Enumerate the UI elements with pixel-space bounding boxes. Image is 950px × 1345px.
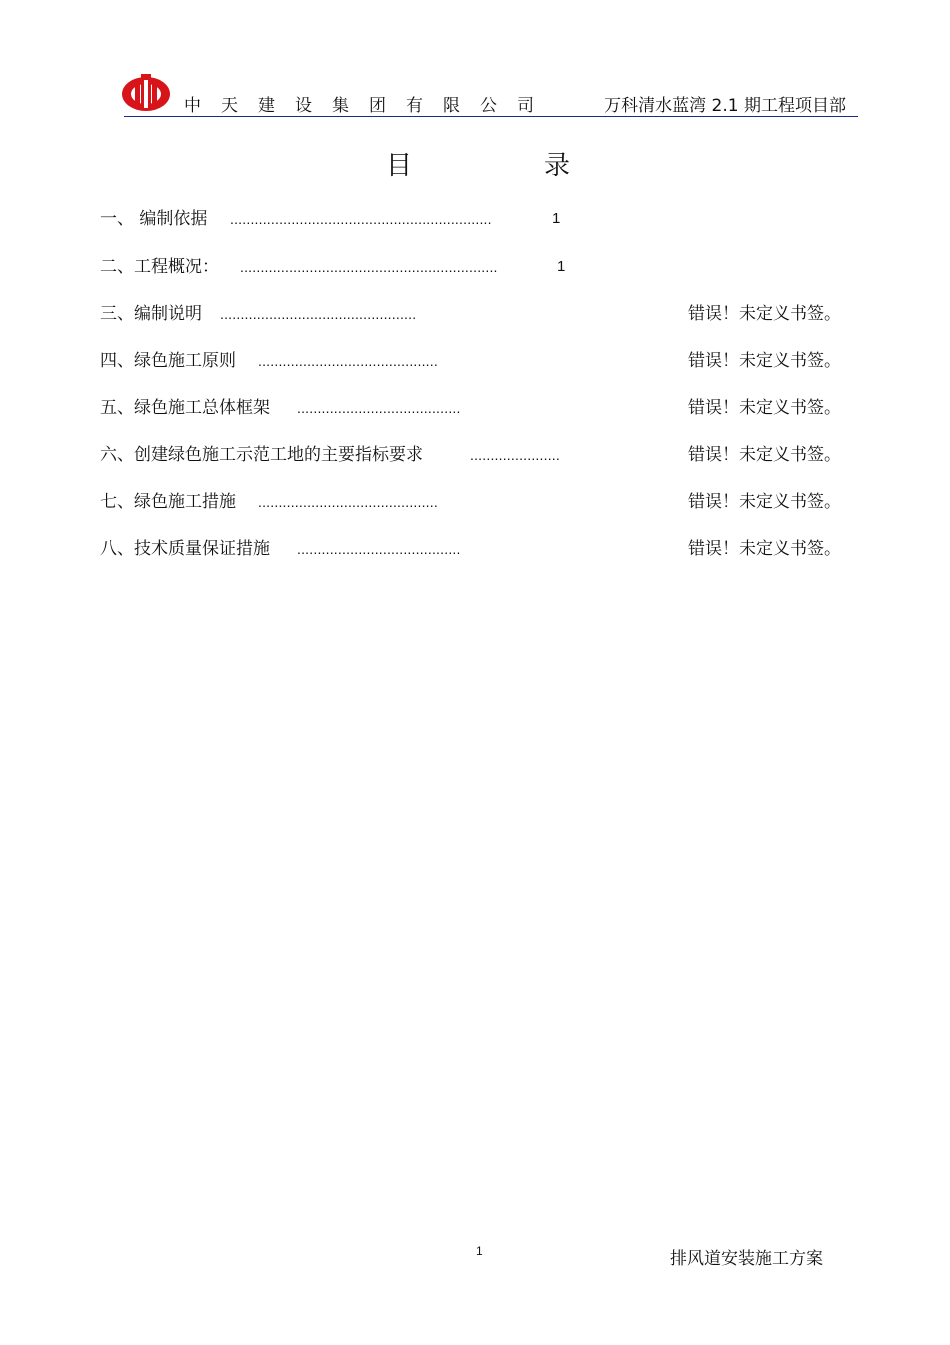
page-number: 1	[476, 1244, 483, 1258]
project-name: 万科清水蓝湾 2.1 期工程项目部	[604, 96, 846, 116]
toc-error-text: 错误！未定义书签。	[688, 304, 841, 324]
company-logo	[120, 70, 172, 114]
toc-item-2[interactable]	[100, 256, 566, 278]
toc-item-4[interactable]	[100, 350, 841, 372]
toc-leader-dots: ........................................	[297, 400, 461, 416]
toc-title-char-2: 录	[544, 151, 571, 181]
toc-item-label: 一、 编制依据	[100, 209, 208, 229]
toc-error-text: 错误！未定义书签。	[688, 492, 841, 512]
toc-item-7[interactable]	[100, 491, 841, 513]
footer-doc-name: 排风道安装施工方案	[670, 1249, 823, 1269]
toc-leader-dots: ...............................................................	[240, 259, 498, 275]
toc-item-label: 三、编制说明	[100, 304, 202, 324]
toc-item-label: 六、创建绿色施工示范工地的主要指标要求	[100, 445, 423, 465]
toc-leader-dots: ............................................	[258, 353, 438, 369]
toc-leader-dots: ............................................	[258, 494, 438, 510]
toc-error-text: 错误！未定义书签。	[688, 445, 841, 465]
toc-item-label: 二、工程概况：	[100, 257, 219, 277]
toc-leader-dots: ................................................	[220, 306, 417, 322]
toc-item-label: 四、绿色施工原则	[100, 351, 236, 371]
toc-leader-dots: ........................................	[297, 541, 461, 557]
toc-item-3[interactable]	[100, 303, 841, 325]
toc-item-label: 五、绿色施工总体框架	[100, 398, 270, 418]
company-name: 中 天 建 设 集 团 有 限 公 司	[184, 96, 542, 116]
toc-error-text: 错误！未定义书签。	[688, 398, 841, 418]
toc-leader-dots: ......................	[470, 447, 560, 463]
toc-leader-dots: ................................................................	[230, 211, 492, 227]
toc-page-number: 1	[557, 258, 566, 275]
toc-item-8[interactable]	[100, 538, 841, 560]
toc-item-label: 七、绿色施工措施	[100, 492, 236, 512]
toc-error-text: 错误！未定义书签。	[688, 351, 841, 371]
toc-item-1[interactable]	[100, 208, 561, 230]
toc-item-label: 八、技术质量保证措施	[100, 539, 270, 559]
toc-item-6[interactable]	[100, 444, 841, 466]
toc-page-number: 1	[552, 210, 561, 227]
toc-title-char-1: 目	[386, 151, 413, 181]
header-divider	[124, 116, 858, 117]
toc-item-5[interactable]	[100, 397, 841, 419]
toc-error-text: 错误！未定义书签。	[688, 539, 841, 559]
